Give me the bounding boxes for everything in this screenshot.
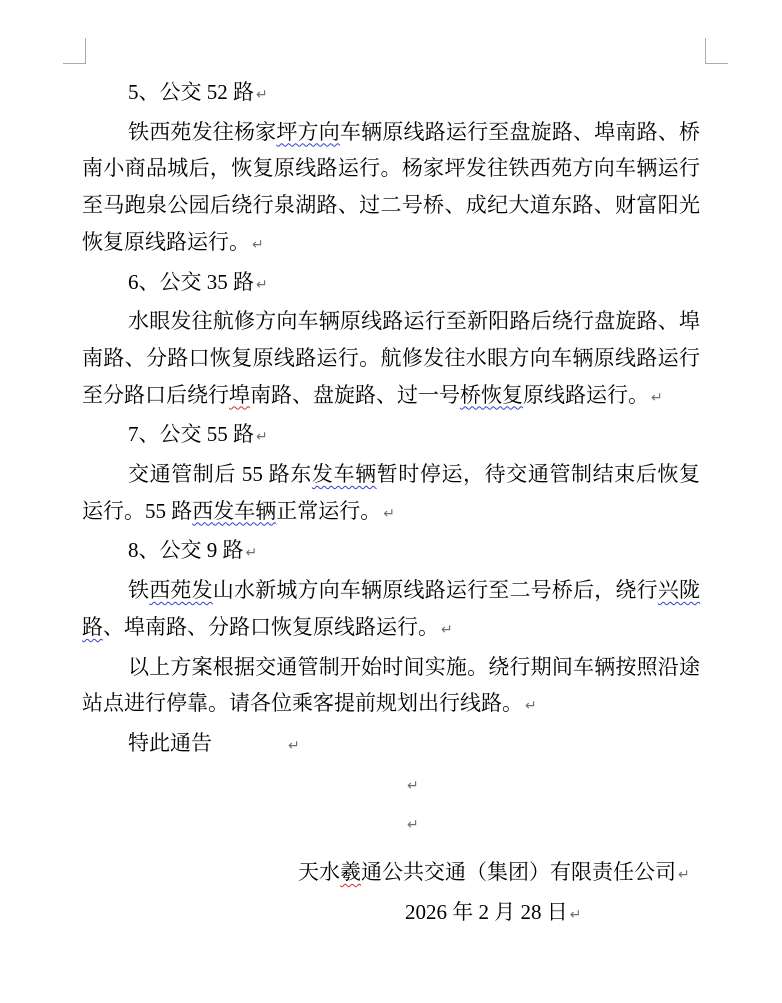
pilcrow-mark: ↵ [256, 429, 268, 446]
pilcrow-mark: ↵ [407, 777, 419, 794]
text-run: 以上方案根据交通管制开始时间实施。绕行期间车辆按照沿途 [128, 654, 700, 679]
text-line [82, 224, 700, 264]
pilcrow-mark: ↵ [252, 236, 264, 253]
pilcrow-mark: ↵ [678, 867, 690, 884]
text-run: 恢复原线路运行。 [82, 229, 250, 254]
text-run: 至分路口后绕行 [82, 382, 229, 407]
pilcrow-mark: ↵ [256, 276, 268, 293]
text-line [82, 854, 700, 894]
pilcrow-mark: ↵ [256, 87, 268, 103]
text-run: 天水 [298, 860, 340, 885]
text-run: 通公共交通（集团）有限责任公司 [361, 860, 676, 885]
text-line [82, 894, 700, 934]
para-implementation-note [82, 649, 700, 725]
text-line [82, 725, 700, 765]
text-line [82, 493, 700, 533]
text-run-proofing-blue: 桥恢复 [460, 382, 523, 407]
text-line [82, 685, 700, 725]
text-run: 车辆原线路运行至盘旋路、埠南路、桥 [339, 119, 701, 144]
text-run: 南路、盘旋路、过一号 [250, 382, 460, 407]
text-run: 暂时停运，待交通管制结束后恢复 [376, 462, 701, 487]
document-content [82, 74, 700, 933]
heading-bus-9 [82, 532, 700, 572]
text-run: 水眼发往航修方向车辆原线路运行至新阳路后绕行盘旋路、埠 [128, 309, 700, 334]
text-run: 5、公交 52 路 [128, 80, 254, 104]
pilcrow-mark: ↵ [288, 737, 300, 754]
text-run-proofing-blue: 坪方向 [276, 119, 340, 144]
heading-bus-52 [82, 74, 700, 114]
whitespace-gap [212, 749, 286, 750]
text-run: 南路、分路口恢复原线路运行。航修发往水眼方向车辆原线路运行 [82, 345, 700, 370]
text-run: 运行。55 路 [82, 498, 193, 523]
text-line [82, 804, 700, 844]
text-run: 、埠南路、分路口恢复原线路运行。 [103, 614, 439, 639]
text-run: 原线路运行。 [523, 382, 649, 407]
para-bus-9-detail [82, 572, 700, 648]
heading-bus-55 [82, 416, 700, 456]
heading-bus-35 [82, 264, 700, 304]
text-run-proofing-blue: 西发车辆 [192, 498, 277, 523]
text-run: 铁 [128, 578, 150, 603]
text-run: 2026 年 2 月 28 日 [405, 899, 568, 924]
pilcrow-mark: ↵ [383, 505, 395, 522]
text-line [82, 303, 700, 340]
para-bus-52-detail [82, 114, 700, 264]
text-line [82, 416, 700, 456]
pilcrow-mark: ↵ [651, 389, 663, 406]
text-line [82, 187, 700, 224]
empty-line-1 [82, 765, 700, 805]
text-run: 南小商品城后，恢复原线路运行。杨家坪发往铁西苑方向车辆运行 [82, 156, 700, 181]
text-line [82, 114, 700, 151]
text-run: 铁西苑发往杨家 [128, 119, 277, 144]
text-line [82, 74, 700, 114]
text-run: 正常运行。 [276, 498, 382, 523]
pilcrow-mark: ↵ [525, 698, 537, 715]
empty-line-2 [82, 804, 700, 844]
text-line [82, 377, 700, 417]
text-line [82, 649, 700, 686]
text-line [82, 340, 700, 377]
text-run: 交通管制后 55 路东 [128, 462, 312, 487]
text-run: 至马跑泉公园后绕行泉湖路、过二号桥、成纪大道东路、财富阳光 [82, 193, 700, 218]
text-run-proofing-blue: 路 [82, 614, 103, 639]
text-boundary-corner-mark-top-right [705, 38, 728, 64]
text-line [82, 609, 700, 649]
text-line [82, 150, 700, 187]
pilcrow-mark: ↵ [569, 906, 582, 923]
text-run: 站点进行停靠。请各位乘客提前规划出行线路。 [82, 691, 523, 716]
text-run: 山水新城方向车辆原线路运行至二号桥后，绕行 [212, 578, 658, 603]
text-boundary-corner-mark-top-left [63, 38, 86, 64]
para-company-signature [82, 854, 700, 894]
pilcrow-mark: ↵ [441, 621, 453, 638]
text-run: 8、公交 9 路 [128, 538, 244, 563]
text-run: 6、公交 35 路 [128, 269, 254, 294]
text-line [82, 264, 700, 304]
text-line [82, 532, 700, 572]
text-run-proofing-blue: 西苑发 [149, 578, 213, 603]
text-line [82, 765, 700, 805]
pilcrow-mark: ↵ [245, 545, 258, 562]
text-run-proofing-red: 羲 [340, 860, 361, 885]
text-line [82, 456, 700, 493]
para-bus-35-detail [82, 303, 700, 416]
para-notice-closing [82, 725, 700, 765]
text-run: 特此通告 [128, 730, 212, 755]
text-run: 7、公交 55 路 [128, 422, 254, 447]
text-run-proofing-red: 埠 [229, 382, 250, 407]
para-bus-55-detail [82, 456, 700, 532]
text-run-proofing-blue: 兴陇 [657, 578, 701, 603]
pilcrow-mark: ↵ [407, 817, 419, 834]
text-line [82, 572, 700, 609]
text-run-proofing-blue: 发车辆 [311, 462, 377, 487]
para-date [82, 894, 700, 934]
